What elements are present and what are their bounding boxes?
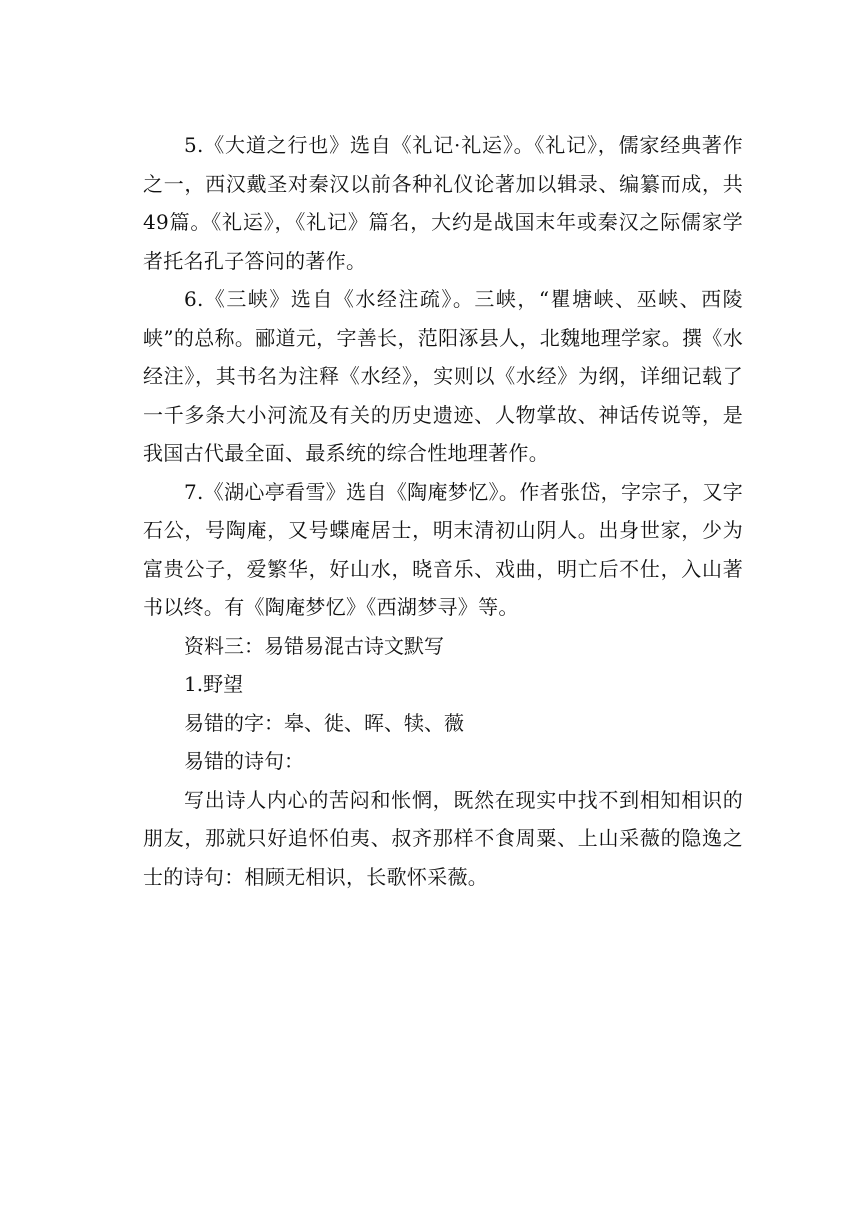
item-title: 1.野望 [184,672,244,696]
error-lines-label: 易错的诗句： [184,749,304,773]
error-characters: 易错的字：皋、徙、晖、犊、薇 [184,710,464,735]
section-heading: 资料三：易错易混古诗文默写 [184,633,444,658]
document-page [143,126,743,896]
paragraph-daodao: 5.《大道之行也》选自《礼记·礼运》。《礼记》，儒家经典著作之一，西汉戴圣对秦汉以前各种礼仪论著加以辑录、编纂而成，共49篇。《礼运》，《礼记》篇名，大约是战国末年或秦汉之际儒家学者托名孔子答问的著作。 [143,133,743,273]
paragraph-poem-line: 写出诗人内心的苦闷和怅惘，既然在现实中找不到相知相识的朋友，那就只好追怀伯夷、叔齐那样不食周粟、上山采薇的隐逸之士的诗句：相顾无相识，长歌怀采薇。 [143,787,743,889]
paragraph-sanxia: 6.《三峡》选自《水经注疏》。三峡，“瞿塘峡、巫峡、西陵峡”的总称。郦道元，字善长，范阳涿县人，北魏地理学家。撰《水经注》，其书名为注释《水经》，实则以《水经》为纲，详细记载了一千多条大小河流及有关的历史遗迹、人物掌故、神话传说等，是我国古代最全面、最系统的综合性地理著作。 [143,287,743,465]
paragraph-huxinting: 7.《湖心亭看雪》选自《陶庵梦忆》。作者张岱，字宗子，又字石公，号陶庵，又号蝶庵居士，明末清初山阴人。出身世家，少为富贵公子，爱繁华，好山水，晓音乐、戏曲，明亡后不仕，入山著书以终。有《陶庵梦忆》《西湖梦寻》等。 [143,479,743,619]
